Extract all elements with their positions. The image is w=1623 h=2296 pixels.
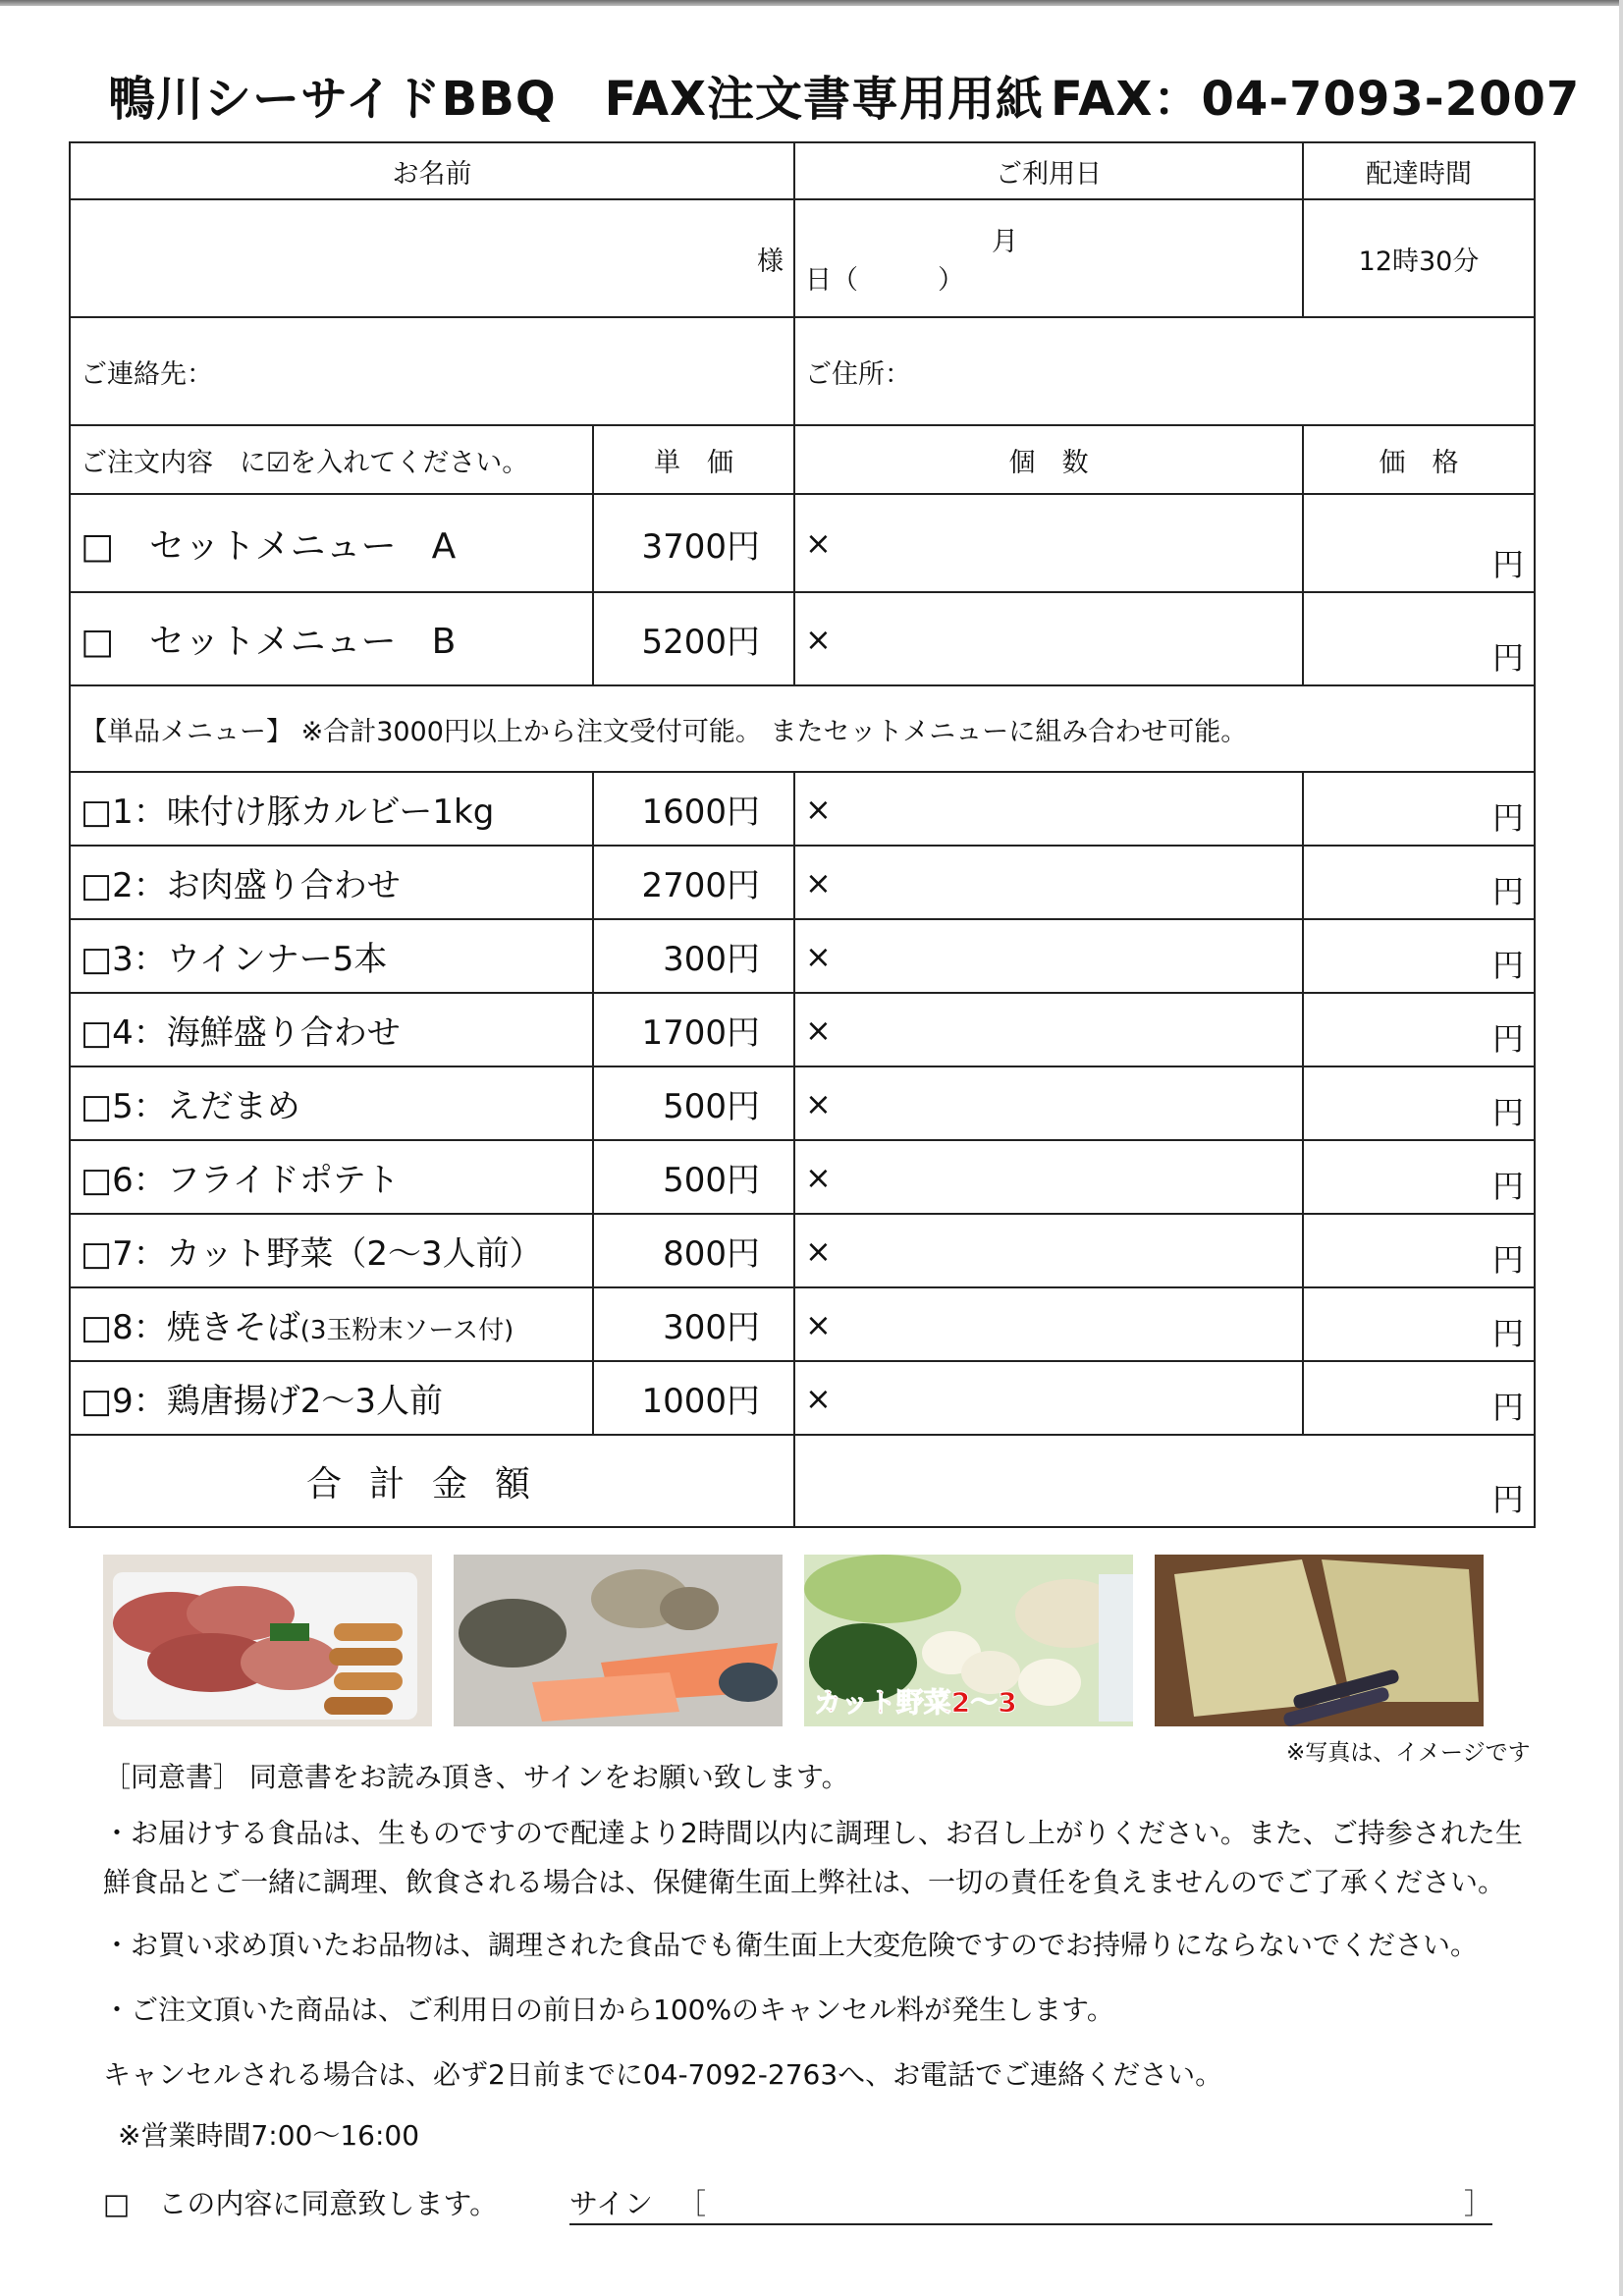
meat-photo [103,1555,432,1726]
delivery-header: 配達時間 [1303,142,1535,199]
item-4-total: 円 [1303,993,1535,1066]
signature-bracket-left: ［ [677,2187,707,2220]
item-4-checkbox[interactable]: □4：海鮮盛り合わせ [70,993,593,1066]
set-menu-a-total: 円 [1303,494,1535,592]
table-row [70,1066,1535,1140]
item-9-checkbox[interactable]: □9：鶏唐揚げ2～3人前 [70,1361,593,1435]
item-3-price: 300円 [593,919,794,993]
item-7-total: 円 [1303,1214,1535,1287]
total-amount: 円 [794,1435,1535,1527]
scan-edge-top [0,0,1623,6]
price-header: 価 格 [1303,425,1535,494]
item-7-quantity[interactable]: × [794,1214,1303,1287]
date-month: 月 [992,227,1018,257]
consent-paragraph-2: ・お買い求め頂いたお品物は、調理された食品でも衛生面上大変危険ですのでお持帰りにならないでください。 [103,1929,1479,1961]
item-5-total: 円 [1303,1066,1535,1140]
item-3-quantity[interactable]: × [794,919,1303,993]
title-main: 鴨川シーサイドBBQ FAX注文書専用用紙 [108,72,1045,127]
contact-field[interactable] [70,317,794,425]
signature-bracket-right: ］ [1463,2187,1492,2220]
item-9-price: 1000円 [593,1361,794,1435]
set-menu-b-quantity[interactable]: × [794,592,1303,685]
item-8-price: 300円 [593,1287,794,1361]
item-7-checkbox[interactable]: □7：カット野菜（2～3人前） [70,1214,593,1287]
item-1-total: 円 [1303,772,1535,846]
table-row [70,1140,1535,1214]
title-fax-number: FAX：04-7093-2007 [1051,72,1581,127]
item-3-checkbox[interactable]: □3：ウインナー5本 [70,919,593,993]
consent-paragraph-3: ・ご注文頂いた商品は、ご利用日の前日から100%のキャンセル料が発生します。 [103,1994,1114,2026]
item-2-quantity[interactable]: × [794,846,1303,919]
photo-note: ※写真は、イメージです [1286,1740,1531,1766]
date-day: 日（ ） [805,265,964,296]
item-8-sub: (3玉粉末ソース付) [299,1316,514,1345]
table-row [70,846,1535,919]
single-menu-note: 【単品メニュー】 ※合計3000円以上から注文受付可能。 またセットメニューに組み合わせ可能。 [70,685,1535,772]
item-7-price: 800円 [593,1214,794,1287]
table-row [70,592,1535,685]
order-form-table [69,141,1536,1528]
vegetables-photo [804,1555,1133,1726]
name-header: お名前 [70,142,794,199]
set-menu-b-total: 円 [1303,592,1535,685]
date-header: ご利用日 [794,142,1303,199]
item-8-total: 円 [1303,1287,1535,1361]
unit-price-header: 単 価 [593,425,794,494]
item-6-price: 500円 [593,1140,794,1214]
item-2-price: 2700円 [593,846,794,919]
item-6-checkbox[interactable]: □6：フライドポテト [70,1140,593,1214]
table-row [70,919,1535,993]
item-8-checkbox[interactable] [70,1287,593,1361]
page-title [108,61,1581,130]
item-5-checkbox[interactable]: □5：えだまめ [70,1066,593,1140]
name-field[interactable] [70,199,794,317]
item-2-checkbox[interactable]: □2：お肉盛り合わせ [70,846,593,919]
order-column-header: ご注文内容 に☑を入れてください。 [70,425,593,494]
consent-paragraph-1: ・お届けする食品は、生ものですので配達より2時間以内に調理し、お召し上がりください。また、ご持参された生鮮食品とご一緒に調理、飲食される場合は、保健衛生面上弊社は、一切の責任を負えませんのでご了承ください。 [103,1817,1523,1898]
item-6-quantity[interactable]: × [794,1140,1303,1214]
item-8-label: □8：焼きそば [81,1308,300,1347]
signature-label: サイン [569,2187,653,2220]
item-8-quantity[interactable]: × [794,1287,1303,1361]
item-1-price: 1600円 [593,772,794,846]
seafood-photo [454,1555,783,1726]
noodles-photo [1155,1555,1484,1726]
item-2-total: 円 [1303,846,1535,919]
total-row [70,1435,1535,1527]
photo-strip [103,1555,1497,1731]
table-row [70,993,1535,1066]
quantity-header: 個 数 [794,425,1303,494]
table-row [70,494,1535,592]
signature-field[interactable] [569,2182,1492,2225]
address-label: ご住所： [805,358,911,390]
item-6-total: 円 [1303,1140,1535,1214]
set-menu-a-quantity[interactable]: × [794,494,1303,592]
consent-title: ［同意書］ 同意書をお読み頂き、サインをお願い致します。 [103,1761,849,1793]
set-menu-b-price: 5200円 [593,592,794,685]
table-row [70,1287,1535,1361]
table-row [70,772,1535,846]
table-row [70,1361,1535,1435]
name-suffix: 様 [757,246,784,277]
address-field[interactable] [794,317,1535,425]
item-3-total: 円 [1303,919,1535,993]
item-4-quantity[interactable]: × [794,993,1303,1066]
consent-paragraph-4: キャンセルされる場合は、必ず2日前までに04-7092-2763へ、お電話でご連絡ください。 [103,2058,1223,2091]
item-1-quantity[interactable]: × [794,772,1303,846]
scan-edge-right [1619,0,1623,2296]
date-field[interactable] [794,199,1303,317]
item-5-price: 500円 [593,1066,794,1140]
agree-checkbox[interactable]: □ この内容に同意致します。 [103,2187,499,2220]
item-5-quantity[interactable]: × [794,1066,1303,1140]
vegetables-caption: カット野菜2～3 [814,1686,1017,1719]
set-menu-b-checkbox[interactable]: □ セットメニュー B [70,592,593,685]
set-menu-a-price: 3700円 [593,494,794,592]
item-9-quantity[interactable]: × [794,1361,1303,1435]
table-row [70,1214,1535,1287]
total-label: 合計金額 [70,1435,794,1527]
business-hours: ※営業時間7:00～16:00 [118,2119,420,2152]
item-4-price: 1700円 [593,993,794,1066]
contact-label: ご連絡先： [81,358,213,390]
delivery-time: 12時30分 [1303,199,1535,317]
item-9-total: 円 [1303,1361,1535,1435]
item-1-checkbox[interactable]: □1：味付け豚カルビー1kg [70,772,593,846]
set-menu-a-checkbox[interactable]: □ セットメニュー A [70,494,593,592]
